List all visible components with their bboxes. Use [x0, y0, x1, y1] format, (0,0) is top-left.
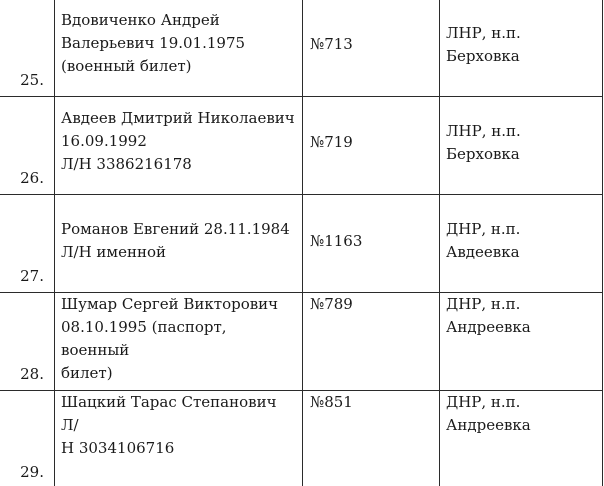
document-number: №789 [310, 295, 353, 313]
location-text: ДНР, н.п. Авдеевка [446, 220, 521, 261]
document-number: №719 [310, 133, 353, 151]
person-details: Шацкий Тарас Степанович Л/ Н 3034106716 [61, 393, 277, 457]
document-cell [303, 195, 440, 293]
table-row [0, 293, 603, 391]
person-cell [55, 391, 303, 486]
person-details: Шумар Сергей Викторович 08.10.1995 (паспорт, военный билет) [61, 295, 279, 382]
table-row [0, 195, 603, 293]
row-number: 26. [20, 169, 44, 187]
row-number: 28. [20, 365, 44, 383]
person-cell [55, 195, 303, 293]
row-number: 25. [20, 71, 44, 89]
location-text: ДНР, н.п. Андреевка [446, 295, 531, 336]
person-cell [55, 97, 303, 195]
row-number-cell [0, 195, 55, 293]
person-cell [55, 0, 303, 97]
person-details: Вдовиченко Андрей Валерьевич 19.01.1975 (военный билет) [61, 11, 246, 75]
row-number-cell [0, 293, 55, 391]
document-cell [303, 293, 440, 391]
document-number: №713 [310, 35, 353, 53]
location-cell [440, 293, 603, 391]
person-details: Романов Евгений 28.11.1984 Л/Н именной [61, 220, 290, 261]
location-cell [440, 97, 603, 195]
row-number-cell [0, 0, 55, 97]
row-number: 29. [20, 463, 44, 481]
location-cell [440, 0, 603, 97]
location-cell [440, 195, 603, 293]
table-row [0, 0, 603, 97]
table-row [0, 97, 603, 195]
person-cell [55, 293, 303, 391]
location-text: ЛНР, н.п. Берховка [446, 24, 521, 65]
row-number-cell [0, 97, 55, 195]
location-cell [440, 391, 603, 486]
document-cell [303, 0, 440, 97]
row-number: 27. [20, 267, 44, 285]
location-text: ДНР, н.п. Андреевка [446, 393, 531, 434]
person-details: Авдеев Дмитрий Николаевич 16.09.1992 Л/Н 3386216178 [61, 109, 295, 173]
table-row [0, 391, 603, 486]
document-cell [303, 391, 440, 486]
row-number-cell [0, 391, 55, 486]
document-cell [303, 97, 440, 195]
document-number: №851 [310, 393, 353, 411]
location-text: ЛНР, н.п. Берховка [446, 122, 521, 163]
document-number: №1163 [310, 232, 363, 250]
